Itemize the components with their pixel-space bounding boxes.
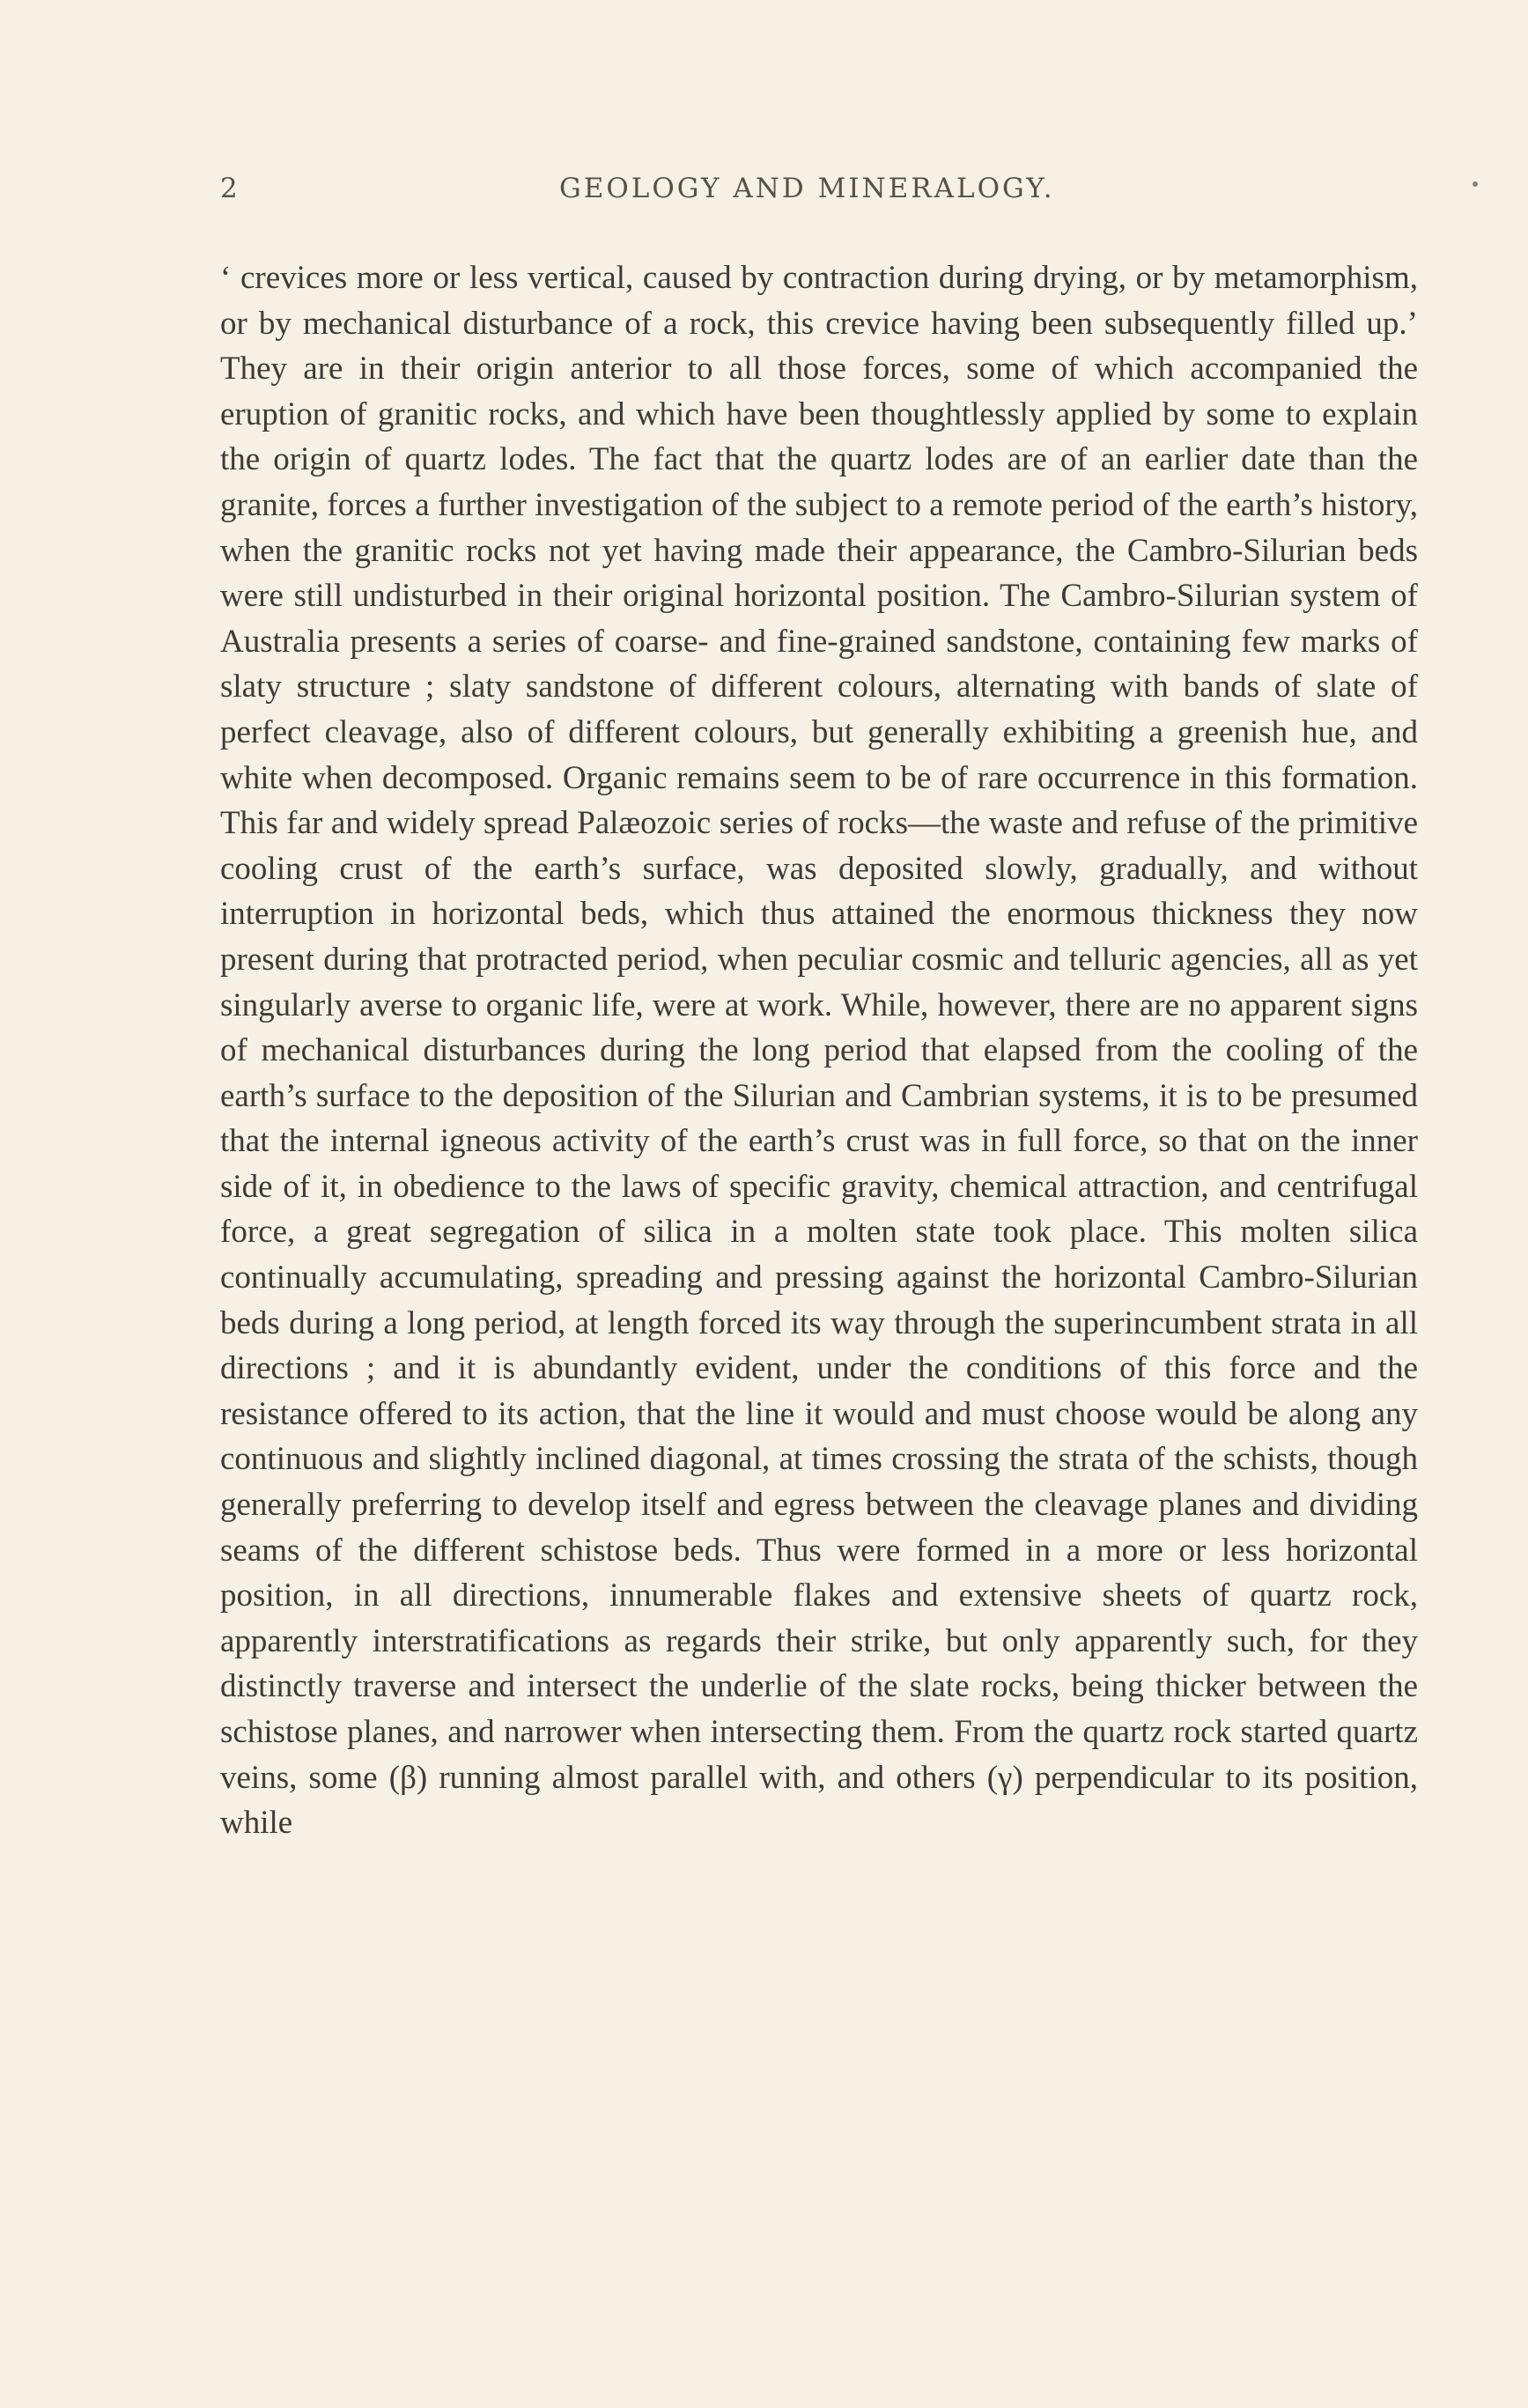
running-title: GEOLOGY AND MINERALOGY. (559, 173, 1055, 204)
body-paragraph: ‘ crevices more or less vertical, caused by contraction during drying, or by metamorphism, or by mechanical disturbance of a rock, this crevice having been subsequently filled up.’ They are in their origin anterior to all those forces, some of which accompanied the eruption of granitic rocks, and which have been thoughtlessly applied by some to explain the origin of quartz lodes. The fact that the quartz lodes are of an earlier date than the granite, forces a further investigation of the subject to a remote period of the earth’s history, when the granitic rocks not yet having made their appearance, the Cambro-Silurian beds were still undisturbed in their original horizontal position. The Cambro-Silurian system of Australia presents a series of coarse- and fine-grained sandstone, containing few marks of slaty structure ; slaty sandstone of different colours, alternating with bands of slate of perfect cleavage, also of different colours, but generally exhibiting a greenish hue, and white when decomposed. Organic remains seem to be of rare occurrence in this formation. This far and widely spread Palæozoic series of rocks—the waste and refuse of the primitive cooling crust of the earth’s surface, was deposited slowly, gradually, and without interruption in horizontal beds, which thus attained the enormous thickness they now present during that protracted period, when peculiar cosmic and telluric agencies, all as yet singularly averse to organic life, were at work. While, however, there are no apparent signs of mechanical disturbances during the long period that elapsed from the cooling of the earth’s surface to the deposition of the Silurian and Cambrian systems, it is to be presumed that the internal igneous activity of the earth’s crust was in full force, so that on the inner side of it, in obedience to the laws of specific gravity, chemical attraction, and centrifugal force, a great segregation of silica in a molten state took place. This molten silica continually accumulating, spreading and pressing against the horizontal Cambro-Silurian beds during a long period, at length forced its way through the superincumbent strata in all directions ; and it is abundantly evident, under the conditions of this force and the resistance offered to its action, that the line it would and must choose would be along any continuous and slightly inclined diagonal, at times crossing the strata of the schists, though generally preferring to develop itself and egress between the cleavage planes and dividing seams of the different schistose beds. Thus were formed in a more or less horizontal position, in all directions, innumerable flakes and extensive sheets of quartz rock, apparently interstratifications as regards their strike, but only apparently such, for they distinctly traverse and intersect the underlie of the slate rocks, being thicker between the schistose planes, and narrower when intersecting them. From the quartz rock started quartz veins, some (β) running almost parallel with, and others (γ) perpendicular to its position, while (220, 260, 1418, 1842)
margin-speck (1473, 181, 1478, 187)
page-number: 2 (220, 173, 240, 204)
running-head (220, 173, 1418, 217)
